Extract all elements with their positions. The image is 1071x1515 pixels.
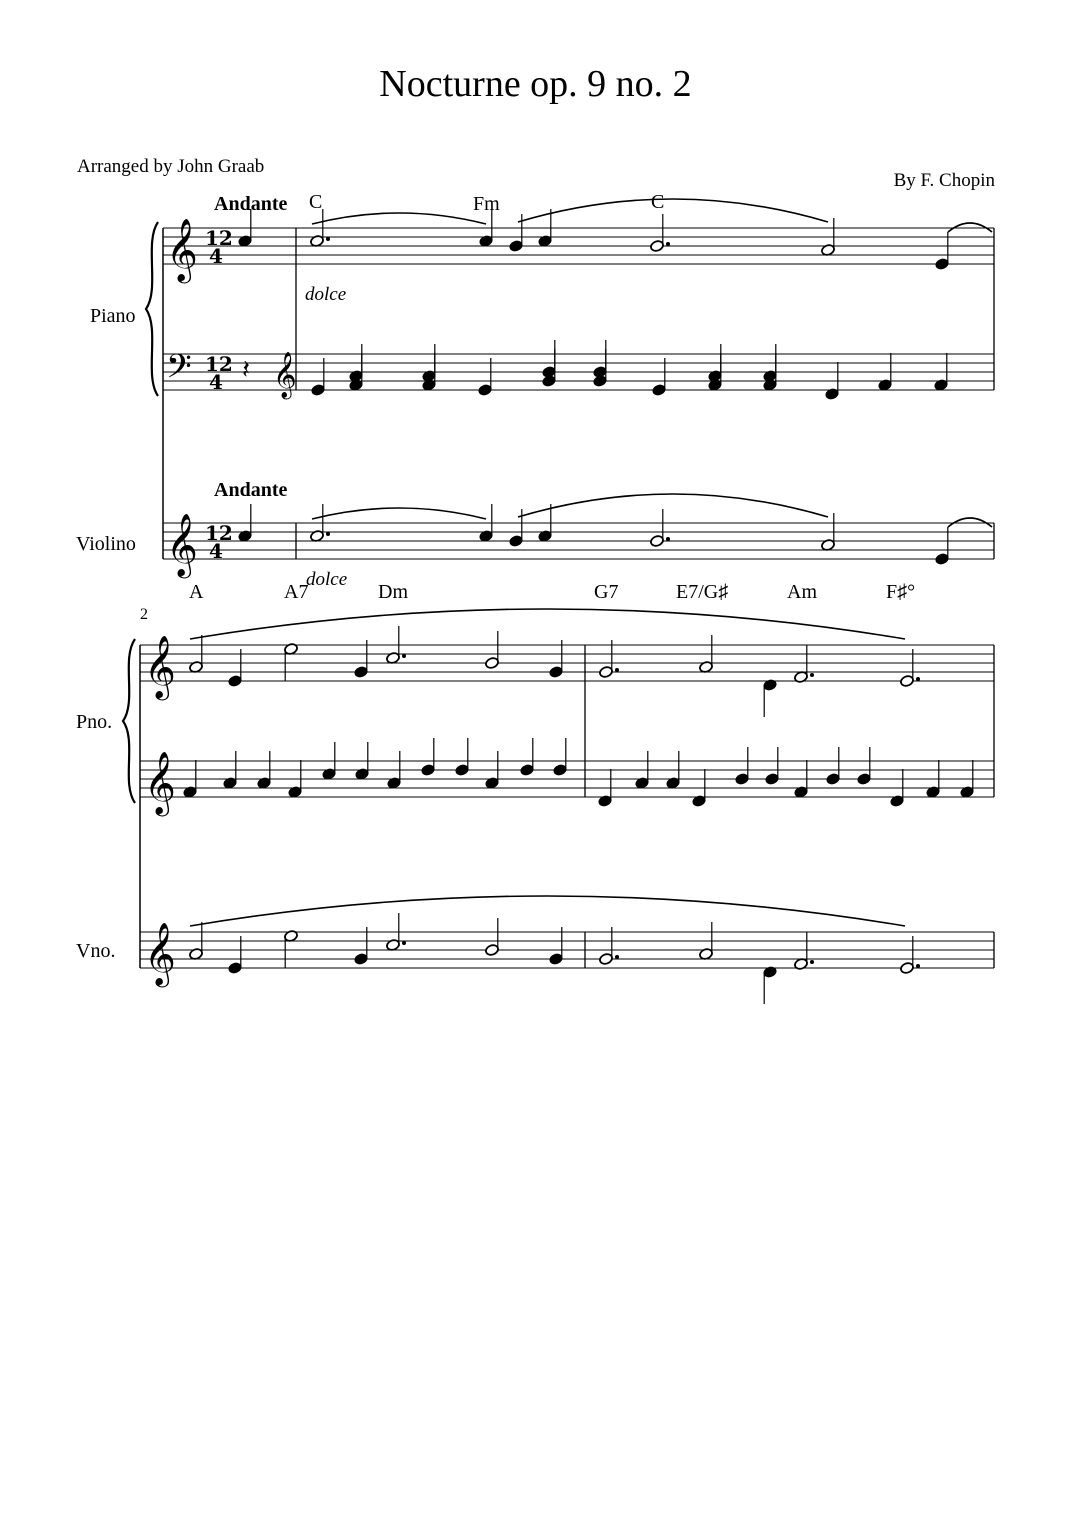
note-head — [549, 953, 564, 966]
augmentation-dot — [810, 673, 814, 677]
instrument-name-pno: Pno. — [76, 711, 113, 733]
time-signature-bottom: 4 — [209, 539, 223, 563]
piano-brace — [146, 222, 158, 396]
note-head — [549, 666, 564, 679]
note-head — [509, 535, 524, 548]
chord-symbol-f-sharp-dim: F♯° — [886, 581, 916, 603]
treble-clef-icon: 𝄞 — [273, 352, 297, 398]
chord-symbol-g7: G7 — [594, 581, 619, 603]
time-signature-top: 12 — [205, 352, 233, 376]
accompaniment-note — [478, 384, 493, 397]
treble-clef-icon: 𝄞 — [144, 751, 176, 814]
slur — [312, 213, 486, 224]
note-head — [354, 953, 369, 966]
accompaniment-note — [735, 773, 750, 786]
chord-symbol-fm: Fm — [473, 193, 500, 215]
accompaniment-note — [542, 375, 557, 388]
accompaniment-note — [311, 384, 326, 397]
accompaniment-note — [652, 384, 667, 397]
time-signature-bottom: 4 — [209, 244, 223, 268]
augmentation-dot — [666, 242, 670, 246]
time-signature-top: 12 — [205, 521, 233, 545]
augmentation-dot — [326, 237, 330, 241]
arranger-credit: Arranged by John Graab — [77, 156, 265, 177]
note-head — [650, 535, 665, 548]
chord-symbol-a: A — [189, 581, 204, 603]
accompaniment-note — [765, 773, 780, 786]
note-head — [900, 962, 915, 975]
tempo-marking-piano: Andante — [214, 193, 288, 215]
composer-credit: By F. Chopin — [893, 170, 995, 191]
augmentation-dot — [615, 955, 619, 959]
note-head — [900, 675, 915, 688]
chord-symbol-a7: A7 — [284, 581, 309, 603]
bass-clef-icon: 𝄢 — [166, 348, 192, 394]
accompaniment-note — [520, 764, 535, 777]
augmentation-dot — [402, 941, 406, 945]
chord-symbol-dm: Dm — [378, 581, 408, 603]
measure-number: 2 — [140, 606, 148, 623]
chord-symbol-e7-g-sharp: E7/G♯ — [676, 581, 729, 603]
accompaniment-note — [826, 773, 841, 786]
slur — [518, 199, 828, 222]
time-signature-top: 12 — [205, 226, 233, 250]
augmentation-dot — [916, 677, 920, 681]
chord-symbol-am: Am — [787, 581, 817, 603]
augmentation-dot — [326, 532, 330, 536]
note-head — [650, 240, 665, 253]
treble-clef-icon: 𝄞 — [144, 922, 176, 985]
accompaniment-note — [455, 764, 470, 777]
expression-dolce-violin: dolce — [306, 569, 348, 590]
treble-clef-icon: 𝄞 — [166, 513, 198, 576]
slur — [190, 609, 905, 639]
augmentation-dot — [402, 654, 406, 658]
quarter-rest-icon: 𝄽 — [242, 355, 250, 385]
accompaniment-note — [421, 764, 436, 777]
note-head — [935, 553, 950, 566]
augmentation-dot — [615, 668, 619, 672]
tempo-marking-violin: Andante — [214, 479, 288, 501]
treble-clef-icon: 𝄞 — [166, 218, 198, 281]
instrument-name-violin: Violino — [76, 533, 136, 555]
augmentation-dot — [916, 964, 920, 968]
note-head — [599, 953, 614, 966]
instrument-name-vno: Vno. — [76, 940, 116, 962]
note-head — [228, 962, 243, 975]
slur — [312, 508, 486, 519]
piano-brace — [123, 639, 135, 803]
note-head — [485, 944, 500, 957]
accompaniment-note — [593, 375, 608, 388]
note-head — [599, 666, 614, 679]
augmentation-dot — [810, 960, 814, 964]
note-head — [354, 666, 369, 679]
note-head — [228, 675, 243, 688]
note-head — [509, 240, 524, 253]
accompaniment-note — [553, 764, 568, 777]
slur — [518, 494, 828, 517]
treble-clef-icon: 𝄞 — [144, 635, 176, 698]
chord-symbol-c: C — [651, 191, 665, 213]
accompaniment-note — [857, 773, 872, 786]
expression-dolce-piano: dolce — [305, 284, 347, 305]
slur — [190, 896, 905, 926]
note-head — [935, 258, 950, 271]
note-head — [485, 657, 500, 670]
augmentation-dot — [666, 537, 670, 541]
time-signature-bottom: 4 — [209, 370, 223, 394]
chord-symbol-c: C — [309, 191, 323, 213]
instrument-name-piano: Piano — [90, 305, 136, 327]
score-title: Nocturne op. 9 no. 2 — [379, 63, 692, 105]
